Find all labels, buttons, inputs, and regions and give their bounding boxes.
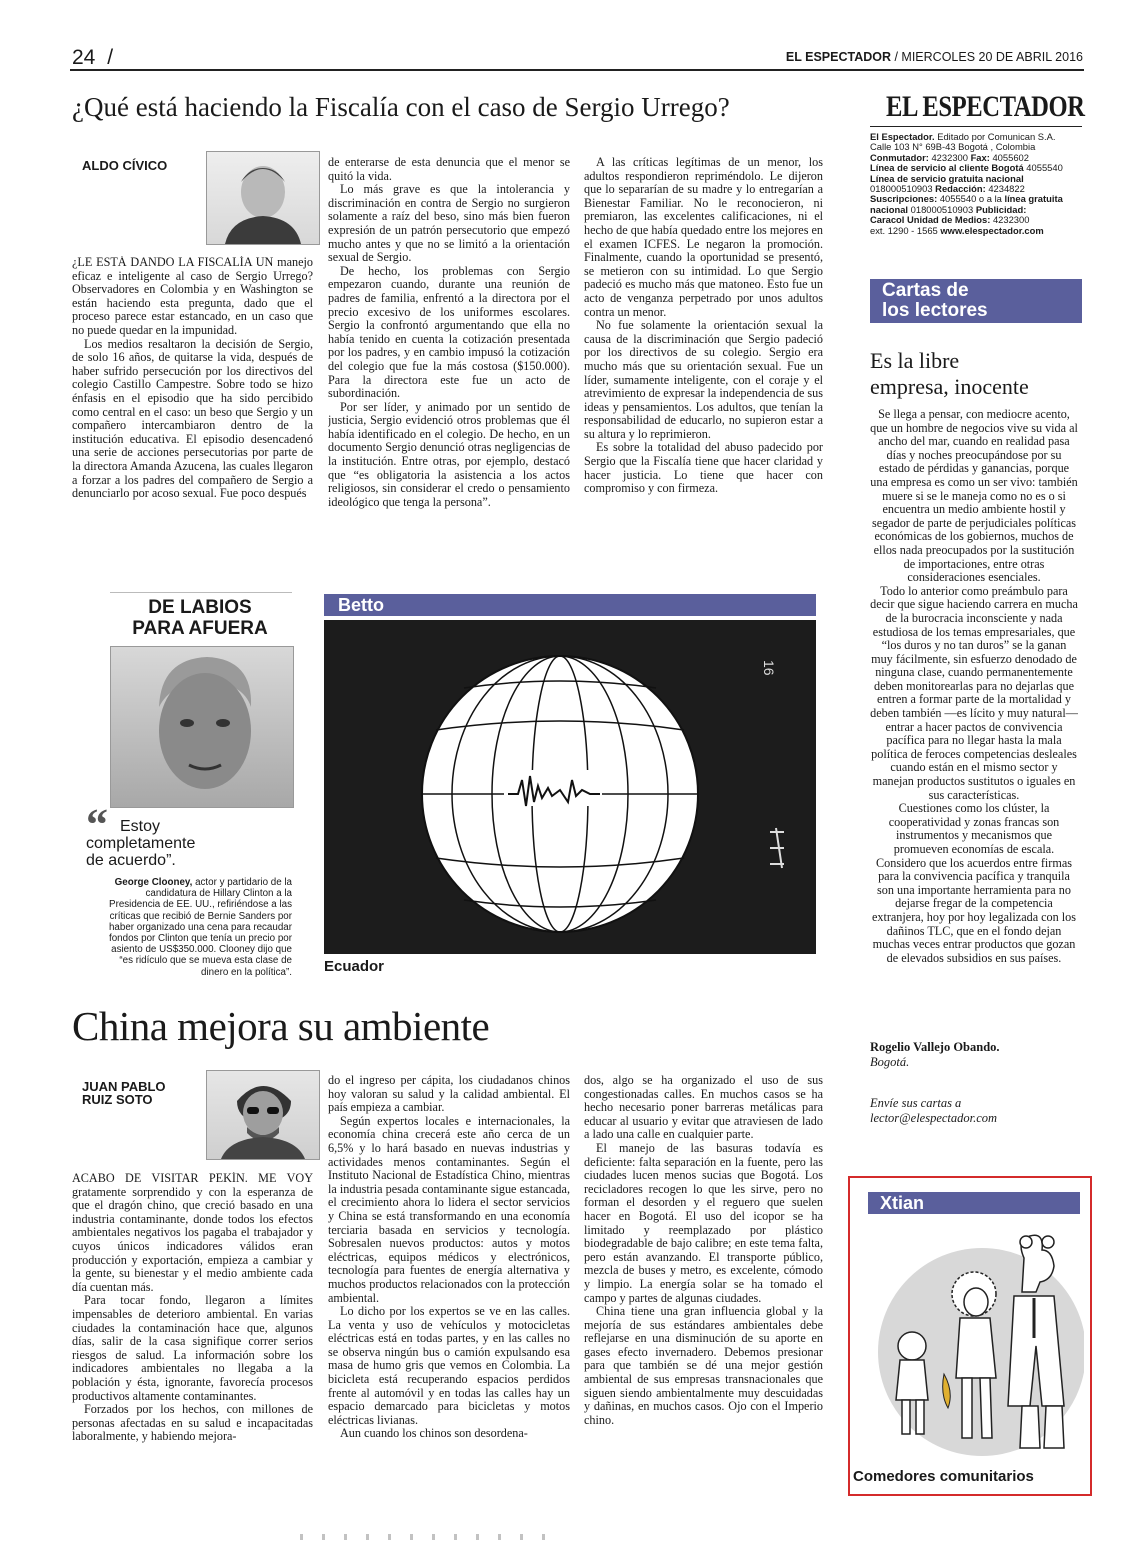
author-portrait-icon — [207, 1071, 319, 1159]
cartas-p4: Considero que los acuerdos entre firmas para la convivencia pacífica y tranquila son una importante herramienta para no dejarse fregar de la competencia extranjera, hoy por hoy legalizada con los dañinos TLC, que en el fondo dejan muchas veces entrar productos que gozan de elevados subsidios en sus países. — [871, 855, 1077, 965]
labios-title-line2: PARA AFUERA — [132, 618, 268, 639]
betto-banner: Betto — [324, 594, 816, 616]
masthead-info-b2: Fax: — [970, 151, 990, 163]
masthead-info-b: Línea de servicio gratuita nacional — [870, 172, 1024, 184]
labios-quote-line2: completamente — [86, 835, 196, 852]
article1-col2-p2: Lo más grave es que la intolerancia y discriminación en contra de Sergio no surgieron solamente a raíz del beso, sino más bien fueron expresión de un patrón persecutorio que empezó mucho antes y que no se limitó a la orientación sexual de Sergio. — [328, 182, 570, 265]
clooney-portrait-icon — [111, 647, 293, 807]
masthead-info-t: 018000510903 — [908, 203, 976, 215]
cartas-headline-line1: Es la libre — [870, 348, 960, 373]
masthead-info-t: 4232300 — [928, 151, 971, 163]
article2-col1 — [72, 1172, 313, 1490]
page-number-slash: / — [107, 46, 114, 69]
xtian-banner: Xtian — [868, 1192, 1080, 1214]
masthead-name: EL ESPECTADOR — [785, 50, 891, 64]
article2-headline: China mejora su ambiente — [72, 1003, 490, 1049]
bottom-edge-marks — [300, 1534, 560, 1540]
article1-col3-p3: Es sobre la totalidad del abuso padecido por Sergio que la Fiscalía tiene que hacer claridad y hacer justicia. Lo tiene que hacer con compromiso y con firmeza. — [584, 440, 823, 496]
xtian-highlight-frame[interactable] — [848, 1176, 1092, 1496]
masthead-info-b2: Redacción: — [935, 183, 986, 195]
masthead-logo: EL ESPECTADOR — [886, 90, 1085, 123]
article2-col2-p2: Según expertos locales e internacionales, la economía china crecerá este año cerca de un 6,5% y lo hará basado en nuevas industrias y actividades menos contaminantes. Según el Instituto Nacional de Estadística Chino, mientras la industria pesada contaminante sigue estancada, el crecimiento ahora lo lidera el sector servicios y China se está transformando en una economía terciaria basada en servicios y tecnología. Sobresalen nuevos productos: autos y motos eléctricas, equipos médicos y electrónicos, tecnología para fuentes de energía alternativa y muchos productos relacionados con la protección ambiental. — [328, 1113, 570, 1305]
clooney-photo — [110, 646, 294, 808]
article2-col3-p2: El manejo de las basuras todavía es deficiente: falta separación en la fuente, pero las ciudades lucen menos sucias que Bogotá. Los recicladores recogen lo que les sirve, pero no forman el desorden y el reguero que suelen hacer en Bogotá. El uso del icopor se ha limitado y reemplazado por plástico biodegradable de bajo calibre; en este tema falta, pero están avanzando. El transporte público, mezcla de buses y metro, es excelente, cómodo y limpio. La energía solar se ha tomado el campo y partes de algunas ciudades. — [584, 1140, 823, 1305]
labios-credit-text: actor y partidario de la candidatura de Hillary Clinton a la Presidencia de EE. UU., refiriéndose a las críticas que recibió de Bernie Sanders por haber organizado una cena para recaudar fondos por Clinton que tenía un precio por asiento de US$350.000. Clooney dijo que “es ridículo que se mueva esta clase de dinero en la política”. — [108, 877, 292, 978]
article2-author — [82, 1080, 166, 1106]
article2-col2-p1: do el ingreso per cápita, los ciudadanos chinos hoy valoran su salud y la calidad ambiental. El país empieza a cambiar. — [328, 1074, 570, 1115]
cartas-email-link[interactable]: lector@elespectador.com — [870, 1111, 998, 1125]
masthead-info-b: Conmutador: — [870, 151, 929, 163]
author-portrait-icon — [207, 152, 319, 244]
article1-col2 — [328, 156, 570, 560]
cartas-city: Bogotá. — [870, 1055, 910, 1069]
cartas-footer — [870, 1096, 997, 1126]
header-rule — [70, 69, 1084, 71]
article2-col1-p3: Forzados por los hechos, con millones de personas afectadas en su salud e incapacitadas laboralmente, y habiendo mejora- — [72, 1402, 313, 1444]
xtian-caption: Comedores comunitarios — [853, 1468, 1034, 1485]
masthead-info-b: Suscripciones: — [870, 193, 938, 205]
soup-kitchen-cartoon-icon — [864, 1218, 1084, 1468]
masthead-info-t: 4055540 o a la — [937, 193, 1005, 205]
article1-col1 — [72, 256, 313, 560]
article2-col2-p3: Lo dicho por los expertos se ve en las calles. La venta y uso de vehículos y motocicletas eléctricas está en todas partes, y en las calles no se observa ningún bus o camión expulsando esa masa de humo gris que vemos en Colombia. La bicicleta está recuperando espacios perdidos frente al automóvil y en todas las calles hay un espacio demarcado para bicicletas y motos eléctricas livianas. — [328, 1304, 570, 1427]
masthead-dateline — [786, 50, 1083, 64]
masthead-info-b: Caracol Unidad de Medios: — [870, 214, 991, 226]
labios-quote-line3: de acuerdo”. — [86, 852, 176, 869]
masthead-info-b: Línea de servicio al cliente Bogotá — [870, 162, 1024, 174]
masthead-info-t: ext. 1290 - 1565 — [870, 224, 941, 236]
cartas-signature: Rogelio Vallejo Obando. — [870, 1040, 1000, 1054]
cartas-footer-line1: Envíe sus cartas a — [870, 1096, 962, 1110]
article1-headline: ¿Qué está haciendo la Fiscalía con el caso de Sergio Urrego? — [72, 92, 730, 122]
labios-title — [102, 597, 298, 639]
labios-credit-name: George Clooney, — [114, 877, 193, 888]
cartas-banner-line1: Cartas de — [882, 280, 969, 301]
masthead-info-t: 018000510903 — [870, 183, 936, 195]
masthead-info-line — [870, 226, 1084, 236]
article2-col2 — [328, 1074, 570, 1490]
article2-col3-p3: China tiene una gran influencia global y la mejoría de sus estándares ambientales debe reflejarse en una disminución de su aporte en gases efecto invernadero. Debemos presionar para que también se dé una mejor gestión ambiental de sus empresas transnacionales que siguen siendo ambientalmente muy descuidadas y dañinas, en muchos casos. Ojo con el Imperio chino. — [584, 1304, 823, 1427]
article1-col3 — [584, 156, 823, 560]
masthead-date: / MIERCOLES 20 DE ABRIL 2016 — [891, 50, 1083, 64]
article1-col2-p3: De hecho, los problemas con Sergio empezaron cuando, durante una reunión de padres de familia, enfrentó a la directora por el precio excesivo de los uniformes escolares. Sergio la confrontó argumentando que ella no había tenido en cuenta la cotización presentada por los padres, y en cambio impusó la cotización del colegio que fue la más costosa ($150.000). Para la directora este fue un acto de subordinación. — [328, 263, 570, 401]
article2-col2-p4: Aun cuando los chinos son desordena- — [340, 1426, 528, 1441]
masthead-info-b: nacional — [870, 203, 909, 215]
masthead-info-t: 4232300 — [990, 214, 1030, 226]
cartas-p1: Se llega a pensar, con mediocre acento, que un hombre de negocios vive su vida al ancho del mar, cuando en realidad pasa días y noches preocupándose por su estado de pérdidas y ganancias, porque una empresa es como un ser vivo: también muere si se le maneja como no es o si encuentra un medio ambiente hostil y segador de parte de perjudiciales políticas económicas de los gobiernos, muchos de ellos nada preocupados por la sustitución de importaciones, entre otras consideraciones esenciales. — [870, 408, 1078, 585]
page-number — [72, 46, 113, 70]
article1-col2-p4: Por ser líder, y animado por un sentido de justicia, Sergio evidenció otros problemas que él había identificado en el colegio. De hecho, en un documento Sergio denunció otras negligencias de la institución. Entre otras, por ejemplo, destacó que “es obligatoria la asistencia a los actos religiosos, sin considerar el credo o pensamiento ideológico que tenga la persona”. — [328, 399, 570, 509]
masthead-info-t2: 4055602 — [989, 151, 1029, 163]
cartas-headline — [870, 348, 1029, 400]
article1-col3-p1: A las críticas legítimas de un menor, los adultos respondieron repriméndolo. Le dijeron que lo separarían de su madre y lo entregarían a Bienestar Familiar. No le reconocieron, ni premiaron, las excelentes calificaciones, ni el hecho de que había quedado entre los mejores en el examen ICFES. Le negaron la promoción. Finalmente, cuando la oportunidad se presentó, se metieron con su intimidad. Lo que Sergio padeció es mucho más que matoneo. Esto fue un acto de venganza perpetrado por unos adultos contra un menor. — [584, 156, 823, 319]
masthead-info-b: El Espectador. — [870, 131, 935, 142]
article2-col1-p1: ACABO DE VISITAR PEKÍN. ME VOY gratamente sorprendido y con la esperanza de que el dragón chino, que creció basado en una industria contaminante, donde todos los efectos ambientales negativos los pagaba el trabajador y cuyos únicos indicadores válidos eran producción y exportación, empieza a cambiar y la gente, su bienestar y el medio ambiente cada día cuentan más. — [72, 1172, 313, 1294]
article1-col2-p1: de enterarse de esta denuncia que el menor se quitó la vida. — [328, 156, 570, 183]
masthead-info — [870, 132, 1084, 236]
cartas-p2: Todo lo anterior como preámbulo para decir que sigue haciendo carrera en mucha de la burocracia inconsciente y nada estudiosa de los temas empresariales, que “los duros y no tan duros” se la ganan muy fácilmente, sin esfuerzo denodado de ninguna clase, cuando permanentemente deben monitorearlas para no dejarlas que entren a formar parte de la mortalidad y deben también —es lícito y muy natural— entrar a hacer pactos de convivencia pacífica para no llegar hasta la mala política de feroces competencias desleales cuando están en el mismo sector y manejan productos sustitutos o iguales en sus características. — [870, 583, 1078, 802]
masthead-info-t: Editado por Comunican S.A. — [934, 131, 1056, 142]
masthead-info-t: Calle 103 N° 69B-43 Bogotá , Colombia — [870, 141, 1036, 153]
labios-quote-line1: Estoy — [120, 818, 161, 835]
labios-top-rule — [110, 592, 292, 593]
article1-col1-p2: Los medios resaltaron la decisión de Sergio, de solo 16 años, de quitarse la vida, después de haber sufrido persecución por los directivos del colegio Castillo Campestre. Sobre todo se hizo énfasis en el episodio que ha sido percibido como central en el caso: un beso que Sergio y un compañero intercambiaron dentro de la institución educativa. El episodio desencadenó una serie de acciones persecutorias por parte de la directora Amanda Azucena, las cuales llegaron a forzar a los padres del compañero de Sergio a denunciarlo por acoso sexual. Fue poco después — [72, 336, 313, 501]
masthead-logo-rule — [870, 126, 1082, 127]
article1-col3-p2: No fue solamente la orientación sexual la causa de la discriminación que Sergio padeció por los directivos de su colegio. Sergio era mucho más que su orientación sexual. Fue un líder, sumamente inteligente, con el coraje y el atrevimiento de expresar la independencia de sus ideas y pensamientos. Los adultos, que tenían la responsabilidad de educarlo, no supieron estar a su altura y lo reprimieron. — [584, 318, 823, 441]
masthead-info-t: 4055540 — [1023, 162, 1063, 174]
xtian-cartoon — [864, 1218, 1084, 1468]
article1-author: ALDO CÍVICO — [82, 158, 168, 173]
labios-quote — [86, 800, 196, 869]
article2-author-line2: RUIZ SOTO — [82, 1092, 153, 1107]
article2-author-line1: JUAN PABLO — [82, 1079, 166, 1094]
cartas-headline-line2: empresa, inocente — [870, 374, 1029, 399]
article2-col1-p2: Para tocar fondo, llegaron a límites impensables de deterioro ambiental. En varias ciudades la contaminación hace que, algunos días, salir de la casa signifique correr serios riesgos de salud. La información sobre los indicadores ambientales no llegaba a la población y ésta, ignorante, favorecía procesos productivos altamente contaminantes. — [72, 1293, 313, 1403]
masthead-info-b2: línea gratuita — [1004, 193, 1063, 205]
quote-mark-icon: “ — [86, 800, 108, 849]
author-photo-aldo-civico — [206, 151, 320, 245]
masthead-info-b2: www.elespectador.com — [940, 224, 1044, 236]
labios-credit — [96, 877, 292, 978]
article2-col3-p1: dos, algo se ha organizado el uso de sus congestionadas calles. En muchos casos se ha hecho necesario poner barreras metálicas para educar al usuario y evitar que atraviesen de lado a lado una calle en cualquier parte. — [584, 1074, 823, 1142]
svg-text:16: 16 — [761, 660, 777, 676]
labios-title-line1: DE LABIOS — [148, 597, 252, 618]
betto-cartoon — [324, 620, 816, 954]
cartas-banner — [870, 279, 1082, 323]
cartas-p3: Cuestiones como los clúster, la cooperatividad y zonas francas son instrumentos y mecanismos que promueven economías de escala. — [888, 801, 1060, 856]
article2-col3 — [584, 1074, 823, 1490]
globe-earthquake-icon — [324, 620, 816, 954]
author-photo-ruiz-soto — [206, 1070, 320, 1160]
cartas-banner-line2: los lectores — [882, 300, 988, 321]
masthead-info-t2: 4234822 — [985, 183, 1025, 195]
cartas-body — [870, 408, 1078, 1034]
article1-col1-p1: ¿LE ESTÁ DANDO LA FISCALÍA UN manejo eficaz e inteligente al caso de Sergio Urrego? Observadores en Colombia y en Washington se están haciendo esta pregunta, dado que el proceso parece estar estancado, en un caso que no puede quedar en la impunidad. — [72, 256, 313, 337]
masthead-info-b2: Publicidad: — [975, 203, 1027, 215]
betto-caption: Ecuador — [324, 958, 385, 975]
page-number-value: 24 — [72, 46, 96, 69]
